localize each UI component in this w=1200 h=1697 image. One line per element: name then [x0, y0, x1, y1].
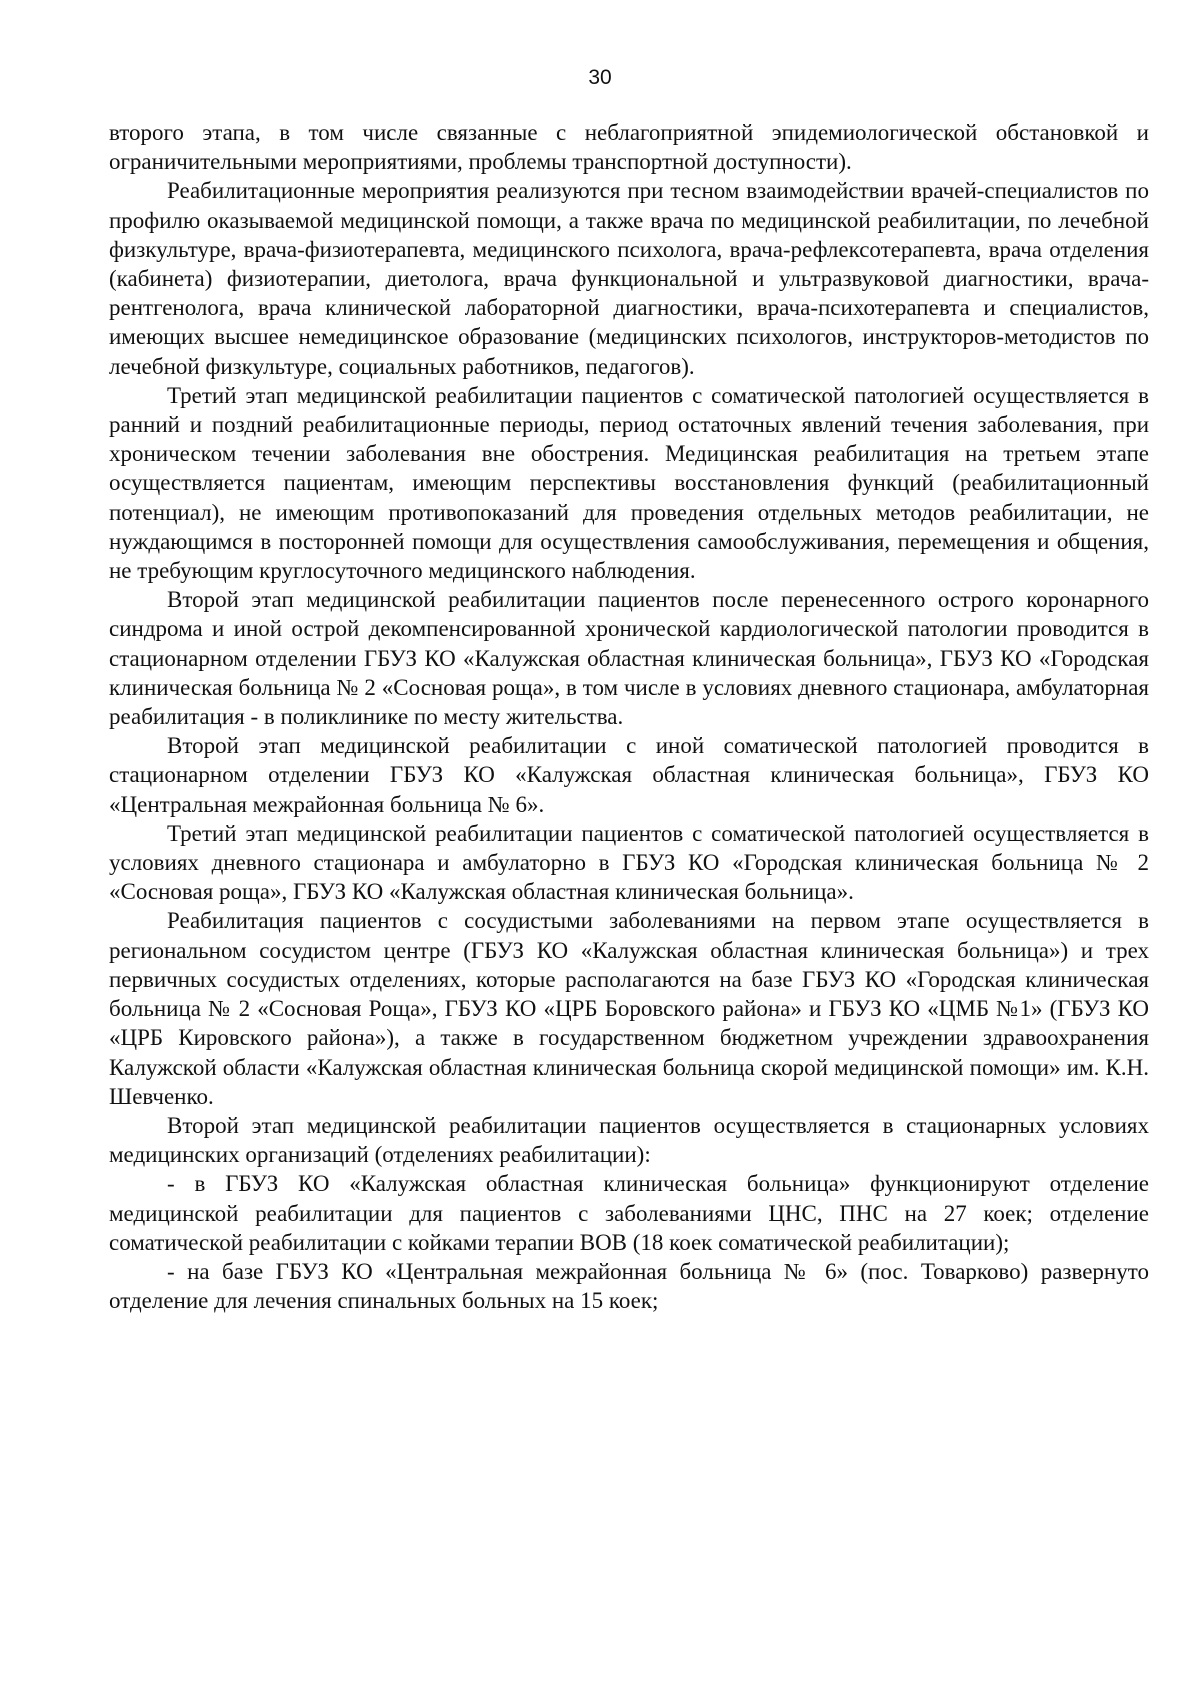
paragraph-second-stage-cardio: Второй этап медицинской реабилитации пациентов после перенесенного острого коронарного синдрома и иной острой декомпенсированной хронической кардиологической патологии проводится в стационарном отделении ГБУЗ КО «Калужская областная клиническая больница», ГБУЗ КО «Городская клиническая больница № 2 «Сосновая роща», в том числе в условиях дневного стационара, амбулаторная реабилитация - в поликлинике по месту жительства.: [109, 587, 1149, 730]
list-item-regional-hospital: - в ГБУЗ КО «Калужская областная клиническая больница» функционируют отделение медицинской реабилитации для пациентов с заболеваниями ЦНС, ПНС на 27 коек; отделение соматической реабилитации с койками терапии ВОВ (18 коек соматической реабилитации);: [109, 1171, 1149, 1255]
list-item-interdistrict-hospital: - на базе ГБУЗ КО «Центральная межрайонная больница № 6» (пос. Товарково) развернуто отделение для лечения спинальных больных на 15 коек;: [109, 1258, 1149, 1314]
paragraph-vascular-first-stage: Реабилитация пациентов с сосудистыми заболеваниями на первом этапе осуществляется в региональном сосудистом центре (ГБУЗ КО «Калужская областная клиническая больница») и трех первичных сосудистых отделениях, которые располагаются на базе ГБУЗ КО «Городская клиническая больница № 2 «Сосновая Роща», ГБУЗ КО «ЦРБ Боровского района» и ГБУЗ КО «ЦМБ №1» (ГБУЗ КО «ЦРБ Кировского района»), а также в государственном бюджетном учреждении здравоохранения Калужской области «Калужская областная клиническая больница скорой медицинской помощи» им. К.Н. Шевченко.: [109, 908, 1149, 1109]
document-body: [109, 118, 1149, 1315]
paragraph-rehab-specialists: Реабилитационные мероприятия реализуются при тесном взаимодействии врачей-специалистов по профилю оказываемой медицинской помощи, а также врача по медицинской реабилитации, по лечебной физкультуре, врача-физиотерапевта, медицинского психолога, врача-рефлексотерапевта, врача отделения (кабинета) физиотерапии, диетолога, врача функциональной и ультразвуковой диагностики, врача-рентгенолога, врача клинической лабораторной диагностики, врача-психотерапевта и специалистов, имеющих высшее немедицинское образование (медицинских психологов, инструкторов-методистов по лечебной физкультуре, социальных работников, педагогов).: [109, 178, 1149, 379]
paragraph-continuation: второго этапа, в том числе связанные с неблагоприятной эпидемиологической обстановкой и ограничительными мероприятиями, проблемы транспортной доступности).: [109, 120, 1149, 175]
paragraph-second-stage-other-somatic: Второй этап медицинской реабилитации с иной соматической патологией проводится в стационарном отделении ГБУЗ КО «Калужская областная клиническая больница», ГБУЗ КО «Центральная межрайонная больница № 6».: [109, 733, 1149, 817]
page-number: 30: [588, 66, 612, 89]
paragraph-third-stage-somatic: Третий этап медицинской реабилитации пациентов с соматической патологией осуществляется в ранний и поздний реабилитационные периоды, период остаточных явлений течения заболевания, при хроническом течении заболевания вне обострения. Медицинская реабилитация на третьем этапе осуществляется пациентам, имеющим перспективы восстановления функций (реабилитационный потенциал), не имеющим противопоказаний для проведения отдельных методов реабилитации, не нуждающимся в посторонней помощи для осуществления самообслуживания, перемещения и общения, не требующим круглосуточного медицинского наблюдения.: [109, 382, 1149, 584]
paragraph-second-stage-inpatient: Второй этап медицинской реабилитации пациентов осуществляется в стационарных условиях медицинских организаций (отделениях реабилитации):: [109, 1112, 1149, 1168]
paragraph-third-stage-day-hospital: Третий этап медицинской реабилитации пациентов с соматической патологией осуществляется в условиях дневного стационара и амбулаторно в ГБУЗ КО «Городская клиническая больница № 2 «Сосновая роща», ГБУЗ КО «Калужская областная клиническая больница».: [109, 820, 1149, 905]
